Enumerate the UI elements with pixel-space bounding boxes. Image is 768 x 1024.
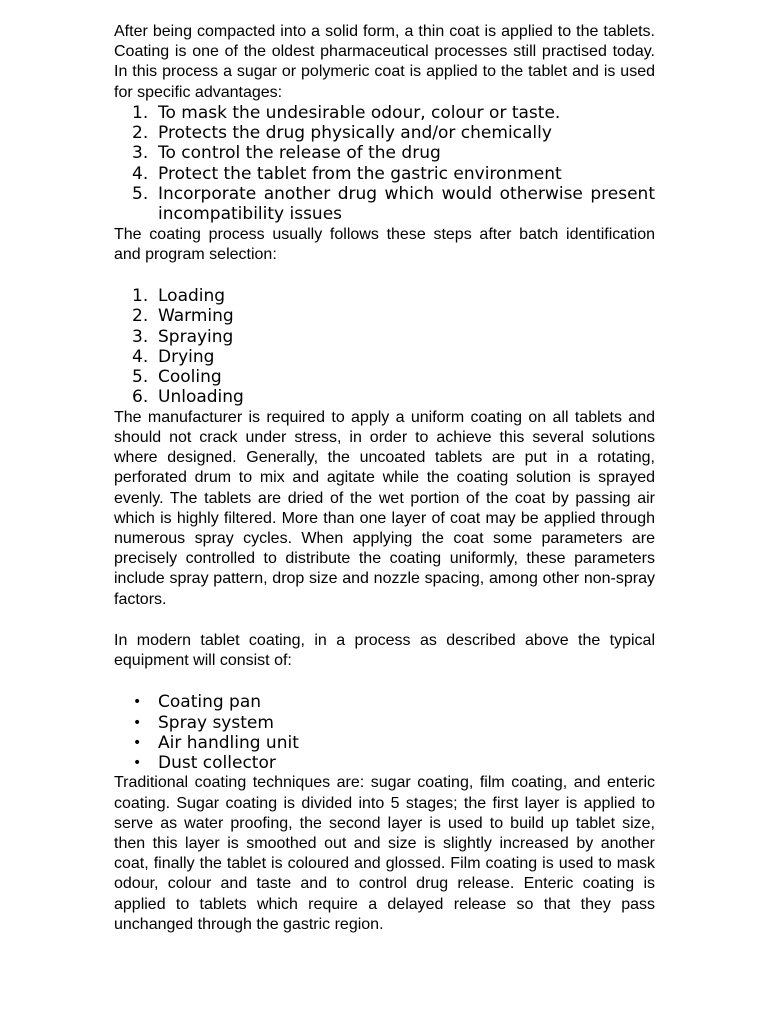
list-item (114, 753, 655, 773)
list-number: 4. (132, 163, 149, 184)
list-item-text: Dust collector (158, 753, 276, 774)
list-item (114, 387, 655, 407)
list-item-text: Protect the tablet from the gastric environment (158, 163, 562, 184)
list-number: 3. (132, 143, 149, 164)
list-item-text: Air handling unit (158, 732, 299, 753)
list-item (114, 143, 655, 163)
coating-steps-list (114, 286, 655, 408)
list-item (114, 327, 655, 347)
list-item (114, 123, 655, 143)
list-number: 3. (132, 326, 149, 347)
document-page (114, 22, 655, 935)
list-number: 1. (132, 102, 149, 123)
list-item-text: To control the release of the drug (158, 143, 441, 164)
list-item-text: Spray system (158, 712, 274, 733)
list-number: 2. (132, 306, 149, 327)
equipment-intro-paragraph: In modern tablet coating, in a process as described above the typical equipment will consist of: (114, 631, 655, 670)
list-item-text: Cooling (158, 367, 222, 388)
list-item (114, 692, 655, 712)
list-number: 6. (132, 387, 149, 408)
list-item (114, 306, 655, 326)
manufacturer-paragraph: The manufacturer is required to apply a uniform coating on all tablets and should not crack under stress, in order to achieve this several solutions where designed. Generally, the uncoated tablets are put in a rotating, perforated drum to mix and agitate while the coating solution is sprayed evenly. The tablets are dried of the wet portion of the coat by passing air which is highly filtered. More than one layer of coat may be applied through numerous spray cycles. When applying the coat some parameters are precisely controlled to distribute the coating uniformly, these parameters include spray pattern, drop size and nozzle spacing, among other non-spray factors. (114, 408, 655, 608)
list-number: 4. (132, 346, 149, 367)
list-number: 5. (132, 184, 149, 204)
list-item-text: Incorporate another drug which would otherwise present incompatibility issues (158, 184, 655, 225)
advantages-list (114, 103, 655, 225)
list-item-text: Protects the drug physically and/or chemically (158, 123, 552, 144)
list-item (114, 286, 655, 306)
steps-intro-paragraph: The coating process usually follows these steps after batch identification and program selection: (114, 225, 655, 263)
equipment-list (114, 692, 655, 773)
bullet-icon: • (133, 714, 142, 731)
list-item (114, 713, 655, 733)
list-number: 1. (132, 286, 149, 306)
list-item-text: Loading (158, 286, 226, 306)
list-number: 5. (132, 367, 149, 388)
bullet-icon: • (133, 694, 142, 711)
list-item-text: Warming (158, 306, 234, 327)
list-item-text: Drying (158, 346, 215, 367)
list-item (114, 367, 655, 387)
intro-paragraph: After being compacted into a solid form, a thin coat is applied to the tablets. Coating is one of the oldest pharmaceutical processes still practised today. In this process a sugar or polymeric coat is applied to the tablet and is used for specific advantages: (114, 23, 655, 101)
list-item-text: Unloading (158, 387, 244, 408)
list-number: 2. (132, 123, 149, 144)
list-item-text: Spraying (158, 326, 234, 347)
list-item (114, 733, 655, 753)
bullet-icon: • (133, 755, 142, 772)
bullet-icon: • (133, 734, 142, 751)
list-item (114, 103, 655, 123)
list-item (114, 164, 655, 184)
list-item (114, 184, 655, 225)
list-item-text: Coating pan (158, 692, 262, 713)
traditional-coating-paragraph: Traditional coating techniques are: sugar coating, film coating, and enteric coating. Sugar coating is divided into 5 stages; the first layer is applied to serve as water proofing, the second layer is used to build up tablet size, then this layer is smoothed out and size is slightly increased by another coat, finally the tablet is coloured and glossed. Film coating is used to mask odour, colour and taste and to control drug release. Enteric coating is applied to tablets which require a delayed release so that they pass unchanged through the gastric region. (114, 774, 655, 933)
list-item-text: To mask the undesirable odour, colour or taste. (158, 102, 561, 123)
list-item (114, 347, 655, 367)
